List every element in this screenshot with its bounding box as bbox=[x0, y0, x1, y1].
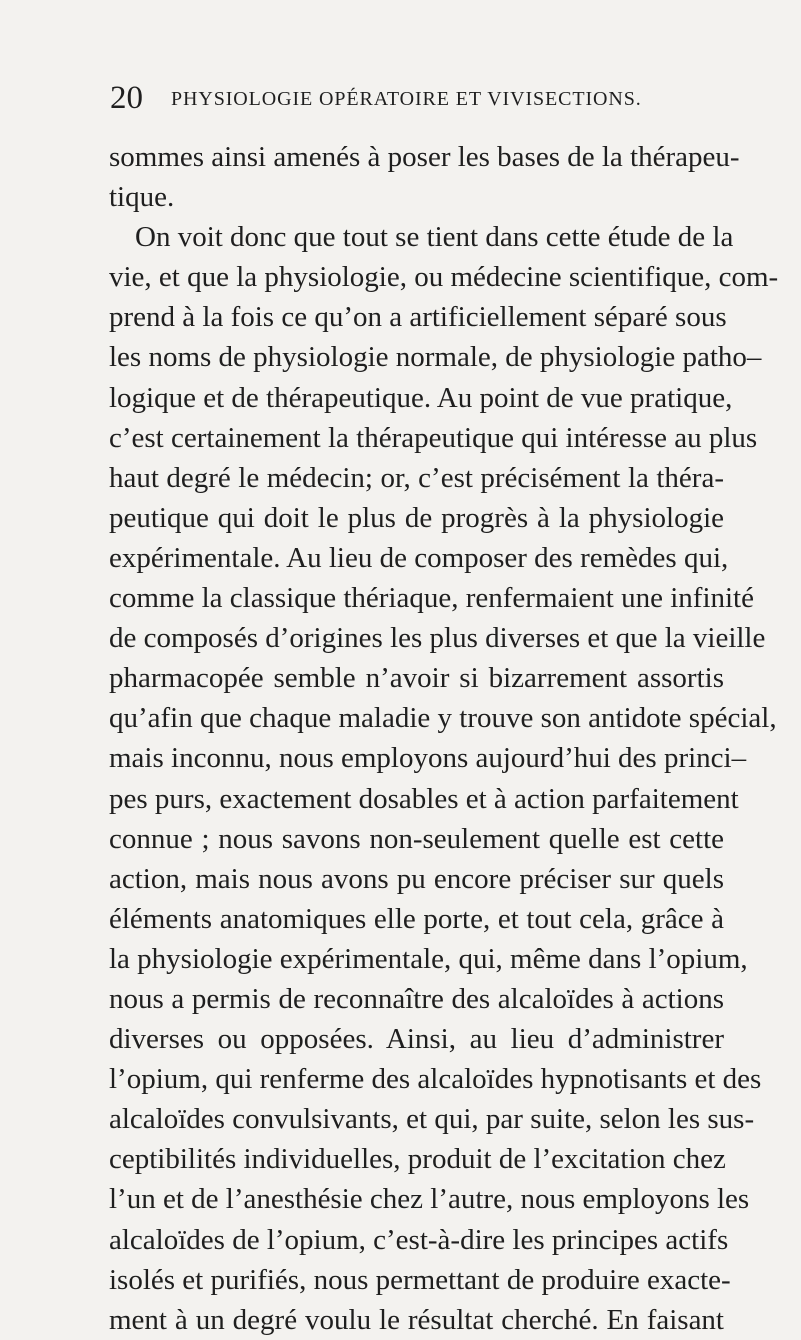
text-line: connue ; nous savons non-seulement quelle est cette bbox=[109, 822, 724, 855]
text-line: expérimentale. Au lieu de composer des remèdes qui, bbox=[109, 541, 729, 574]
text-line: isolés et purifiés, nous permettant de produire exacte- bbox=[109, 1263, 731, 1296]
text-line: l’un et de l’anesthésie chez l’autre, nous employons les bbox=[109, 1183, 750, 1216]
text-line: logique et de thérapeutique. Au point de vue pratique, bbox=[109, 381, 733, 414]
text-line: l’opium, qui renferme des alcaloïdes hypnotisants et des bbox=[109, 1063, 762, 1096]
running-title: PHYSIOLOGIE OPÉRATOIRE ET VIVISECTIONS. bbox=[171, 88, 642, 110]
text-line: la physiologie expérimentale, qui, même dans l’opium, bbox=[109, 942, 748, 975]
text-line: pharmacopée semble n’avoir si bizarrement assortis bbox=[109, 662, 724, 695]
text-line: ment à un degré voulu le résultat cherché. En faisant bbox=[109, 1303, 724, 1336]
text-line: les noms de physiologie normale, de physiologie patho– bbox=[109, 341, 762, 374]
text-line: alcaloïdes de l’opium, c’est-à-dire les principes actifs bbox=[109, 1223, 729, 1256]
text-line: pes purs, exactement dosables et à action parfaitement bbox=[109, 782, 739, 815]
text-line: prend à la fois ce qu’on a artificiellement séparé sous bbox=[109, 301, 727, 334]
text-line: ceptibilités individuelles, produit de l’excitation chez bbox=[109, 1143, 726, 1176]
page-header bbox=[110, 78, 710, 118]
page-number: 20 bbox=[110, 80, 143, 116]
text-line: diverses ou opposées. Ainsi, au lieu d’administrer bbox=[109, 1023, 724, 1056]
text-line: vie, et que la physiologie, ou médecine scientifique, com- bbox=[109, 261, 779, 294]
text-line: éléments anatomiques elle porte, et tout cela, grâce à bbox=[109, 902, 724, 935]
body-text bbox=[109, 137, 779, 1340]
text-line: mais inconnu, nous employons aujourd’hui des princi– bbox=[109, 742, 747, 775]
text-line: comme la classique thériaque, renfermaient une infinité bbox=[109, 582, 754, 615]
text-line: On voit donc que tout se tient dans cette étude de la bbox=[135, 221, 734, 254]
text-line: de composés d’origines les plus diverses et que la vieille bbox=[109, 622, 766, 655]
text-line: nous a permis de reconnaître des alcaloïdes à actions bbox=[109, 982, 724, 1015]
text-line: tique. bbox=[109, 181, 175, 214]
text-line: peutique qui doit le plus de progrès à la physiologie bbox=[109, 501, 724, 534]
text-line: action, mais nous avons pu encore préciser sur quels bbox=[109, 862, 724, 895]
text-line: alcaloïdes convulsivants, et qui, par suite, selon les sus- bbox=[109, 1103, 755, 1136]
text-line: qu’afin que chaque maladie y trouve son antidote spécial, bbox=[109, 702, 777, 735]
text-line: c’est certainement la thérapeutique qui intéresse au plus bbox=[109, 421, 758, 454]
text-line: haut degré le médecin; or, c’est précisément la théra- bbox=[109, 461, 724, 494]
text-line: sommes ainsi amenés à poser les bases de la thérapeu- bbox=[109, 141, 740, 173]
